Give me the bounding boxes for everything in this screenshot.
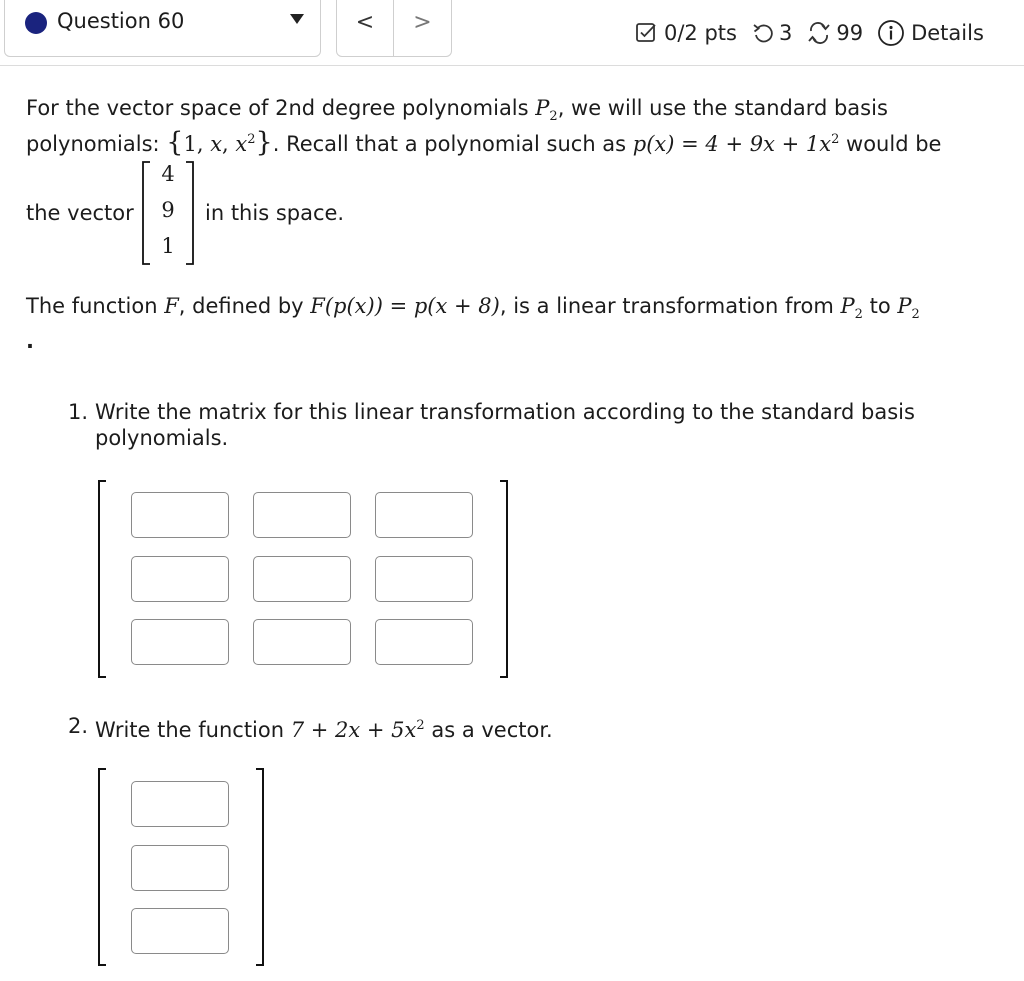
- matrix-cell-r2c2[interactable]: [253, 556, 351, 602]
- vector-cell-3[interactable]: [131, 908, 229, 954]
- previous-question-button[interactable]: <: [336, 0, 394, 57]
- example-vector: [141, 160, 195, 266]
- intro-text-3: polynomials:: [26, 132, 167, 156]
- domain-sub: 2: [854, 307, 863, 323]
- vector-prefix: the vector: [26, 201, 134, 225]
- matrix-cell-r3c2[interactable]: [253, 619, 351, 665]
- question-status-dot: [25, 12, 47, 34]
- func-text-1: The function: [26, 294, 165, 318]
- basis-sep: ,: [222, 132, 236, 156]
- matrix-cell-r2c1[interactable]: [131, 556, 229, 602]
- details-link[interactable]: Details: [911, 21, 984, 45]
- vector-entry: 1: [161, 234, 175, 258]
- matrix-cell-r3c1[interactable]: [131, 619, 229, 665]
- poly-example: p(x) = 4 + 9x + 1x: [632, 132, 832, 156]
- intro-text-1: For the vector space of 2nd degree polynomials: [26, 96, 536, 120]
- func-text-4: to: [862, 294, 898, 318]
- question-stats: [634, 18, 984, 48]
- function-line: [26, 290, 920, 331]
- next-question-button[interactable]: >: [394, 0, 452, 57]
- part2-expr-sup: 2: [416, 718, 425, 733]
- part2-expression: 7 + 2x + 5x: [290, 718, 417, 742]
- func-definition: F(p(x)) = p(x + 8): [310, 294, 500, 318]
- caret-down-icon: [290, 14, 304, 24]
- part1-text-line-1: Write the matrix for this linear transformation according to the standard basis: [95, 400, 915, 424]
- vector-suffix: in this space.: [205, 201, 345, 225]
- func-text-3: , is a linear transformation from: [499, 294, 841, 318]
- domain-space: P: [840, 294, 855, 318]
- matrix-cell-r2c3[interactable]: [375, 556, 473, 602]
- intro-text-4: . Recall that a polynomial such as: [272, 132, 633, 156]
- basis-1: 1,: [183, 132, 211, 156]
- func-text-2: , defined by: [178, 294, 311, 318]
- basis-sup: 2: [247, 132, 256, 147]
- space-name: P: [535, 96, 550, 120]
- matrix-cell-r1c2[interactable]: [253, 492, 351, 538]
- part2-number: 2.: [68, 714, 89, 738]
- part1-number: 1.: [68, 400, 89, 424]
- codomain-space: P: [897, 294, 912, 318]
- function-period: .: [26, 329, 34, 353]
- part2-text-2: as a vector.: [424, 718, 553, 742]
- matrix-cell-r3c3[interactable]: [375, 619, 473, 665]
- basis-x: x: [210, 132, 223, 156]
- vector-cell-1[interactable]: [131, 781, 229, 827]
- space-sub: 2: [549, 109, 558, 125]
- func-name: F: [164, 294, 179, 318]
- question-selector[interactable]: [4, 0, 321, 57]
- poly-sup: 2: [831, 132, 840, 147]
- problem-intro-line-2: polynomials: {1, x, $x^2$}. Recall that a polynomial such as $p(x) = 4 + 9x + 1x^2$ would be: [26, 127, 942, 158]
- refresh-icon: [806, 21, 832, 45]
- question-label: Question 60: [57, 9, 185, 33]
- attempts-count: 99: [836, 21, 864, 45]
- intro-text-2: , we will use the standard basis: [557, 96, 888, 120]
- intro-text-5: would be: [839, 132, 942, 156]
- retries-count: 3: [778, 21, 793, 45]
- matrix-cell-r1c3[interactable]: [375, 492, 473, 538]
- checkbox-icon: [634, 21, 658, 45]
- info-icon[interactable]: [877, 19, 905, 47]
- vector-entry: 9: [161, 198, 175, 222]
- codomain-sub: 2: [911, 307, 920, 323]
- part2-text: [95, 710, 553, 746]
- undo-icon: [751, 21, 775, 45]
- vector-entry: 4: [161, 162, 175, 186]
- part2-text-1: Write the function: [95, 718, 291, 742]
- points-text: 0/2 pts: [664, 21, 737, 45]
- basis-x2: x: [235, 132, 248, 156]
- matrix-cell-r1c1[interactable]: [131, 492, 229, 538]
- part1-text-line-2: polynomials.: [95, 426, 229, 450]
- vector-cell-2[interactable]: [131, 845, 229, 891]
- question-header: [0, 0, 1024, 66]
